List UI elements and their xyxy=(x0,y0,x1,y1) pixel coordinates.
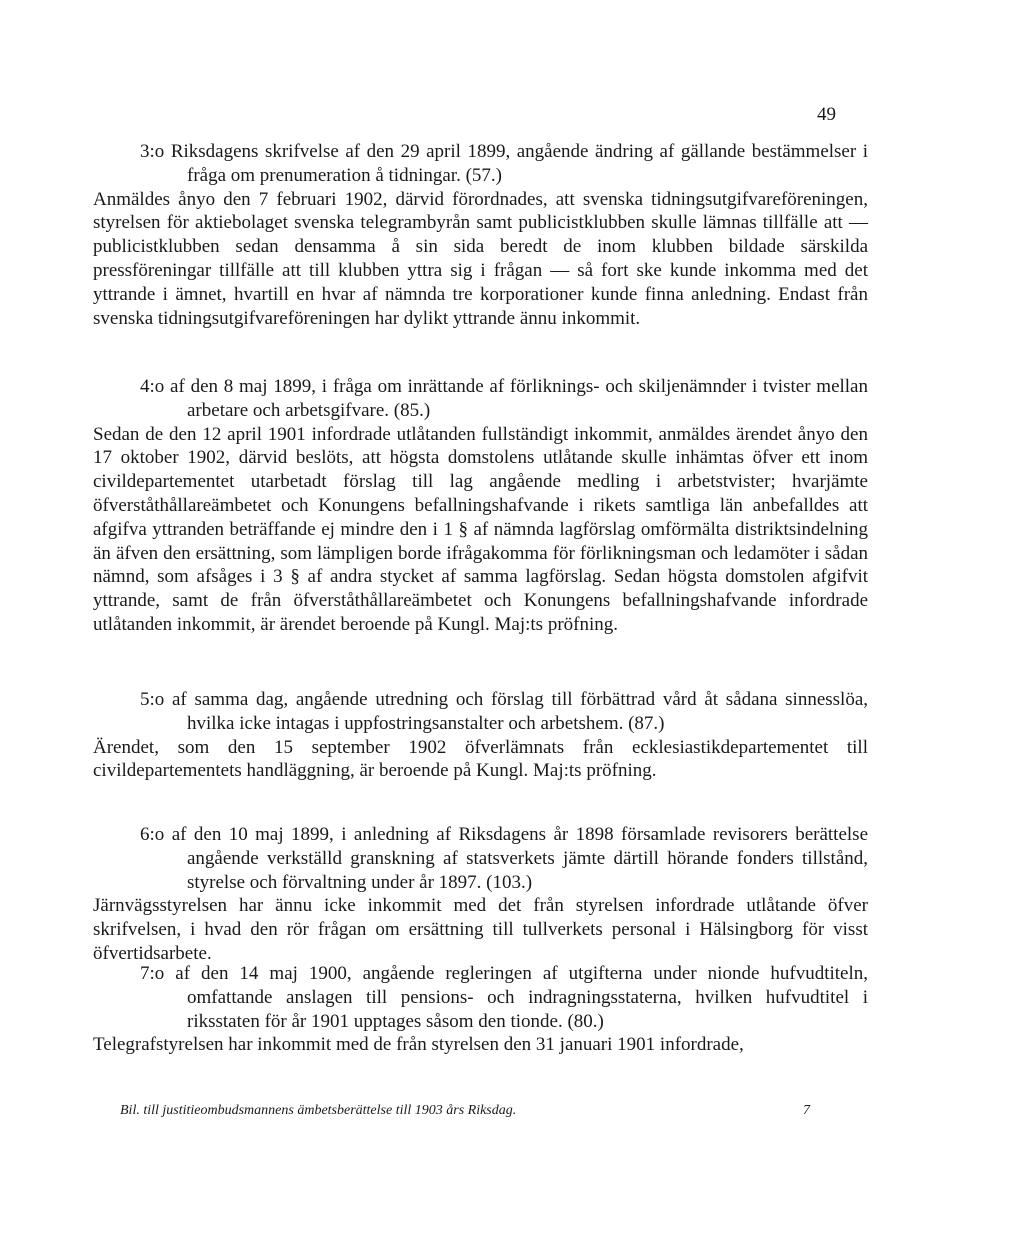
item-number: 7:o xyxy=(140,963,165,984)
item-title: 6:o af den 10 maj 1899, i anledning af Riksdagens år 1898 församlade revisorers berättelse angående verkställd granskning af statsverkets jämte därtill hörande fonders tillstånd, styrelse och förvaltning under år 1897. (103.) xyxy=(140,824,869,893)
item-number: 5:o xyxy=(140,689,165,710)
item-6 xyxy=(93,823,869,966)
item-number: 4:o xyxy=(140,376,165,397)
item-body: Järnvägsstyrelsen har ännu icke inkommit med det från styrelsen infordrade utlåtande öfver skrifvelsen, i hvad den rör frågan om ersättning till tullverkets personal i Hälsingborg för visst öfvertidsarbete. xyxy=(93,895,868,964)
item-title: 4:o af den 8 maj 1899, i fråga om inrättande af förliknings- och skiljenämnder i tvister mellan arbetare och arbetsgifvare. (85.) xyxy=(140,376,868,421)
item-7 xyxy=(93,962,868,1057)
item-title: 3:o Riksdagens skrifvelse af den 29 april 1899, angående ändring af gällande bestämmelser i fråga om prenumeration å tidningar. (57.) xyxy=(140,141,868,186)
page-number: 49 xyxy=(817,104,836,125)
item-body: Ärendet, som den 15 september 1902 öfverlämnats från ecklesiastikdepartementet till civildepartementets handläggning, är beroende på Kungl. Maj:ts pröfning. xyxy=(93,736,868,782)
item-5 xyxy=(93,688,869,783)
item-body: Sedan de den 12 april 1901 infordrade utlåtanden fullständigt inkommit, anmäldes ärendet ånyo den 17 oktober 1902, därvid beslöts, att högsta domstolens utlåtande skulle inhämtas öfver ett inom civildepartementet utarbetadt förslag till lag angående medling i arbetstvister; hvarjämte öfverståthållareämbetet och Konungens befallningshafvande i rikets samtliga län anbefalldes att afgifva yttranden beträffande ej mindre den i 1 § af nämnda lagförslag omförmälta distriktsindelning än äfven den ersättning, som lämpligen borde ifrågakomma för förlikningsman och ledamöter i sådan nämnd, som afsåges i 3 § af andra stycket af samma lagförslag. Sedan högsta domstolen afgifvit yttrande, samt de från öfverståthållareämbetet och Konungens befallningshafvande infordrade utlåtanden inkommit, är ärendet beroende på Kungl. Maj:ts pröfning. xyxy=(93,423,868,635)
footer xyxy=(120,1103,810,1119)
footer-reference: Bil. till justitieombudsmannens ämbetsberättelse till 1903 års Riksdag. xyxy=(120,1103,517,1118)
footer-signature: 7 xyxy=(803,1103,810,1118)
item-3 xyxy=(93,140,868,330)
item-body: Telegrafstyrelsen har inkommit med de från styrelsen den 31 januari 1901 infordrade, xyxy=(93,1034,744,1056)
item-number: 3:o xyxy=(140,141,165,162)
item-number: 6:o xyxy=(140,824,165,845)
item-body: Anmäldes ånyo den 7 februari 1902, därvid förordnades, att svenska tidningsutgifvareföreningen, styrelsen för aktiebolaget svenska telegrambyrån samt publicistklubben skulle lämnas tillfälle att — publicistklubben sedan densamma å sin sida beredt de inom klubben bildade särskilda pressföreningar tillfälle att till klubben yttra sig i frågan — så fort ske kunde inkomma med det yttrande i ämnet, hvartill en hvar af nämnda tre korporationer kunde finna anledning. Endast från svenska tidningsutgifvareföreningen har dylikt yttrande ännu inkommit. xyxy=(93,188,868,329)
item-title: 5:o af samma dag, angående utredning och förslag till förbättrad vård åt sådana sinnesslöa, hvilka icke intagas i uppfostringsanstalter och arbetshem. (87.) xyxy=(140,689,869,734)
item-4 xyxy=(93,375,868,637)
item-title: 7:o af den 14 maj 1900, angående regleringen af utgifterna under nionde hufvudtiteln, omfattande anslagen till pensions- och indragningsstaterna, hvilken hufvudtitel i riksstaten för år 1901 upptages såsom den tionde. (80.) xyxy=(140,963,868,1032)
